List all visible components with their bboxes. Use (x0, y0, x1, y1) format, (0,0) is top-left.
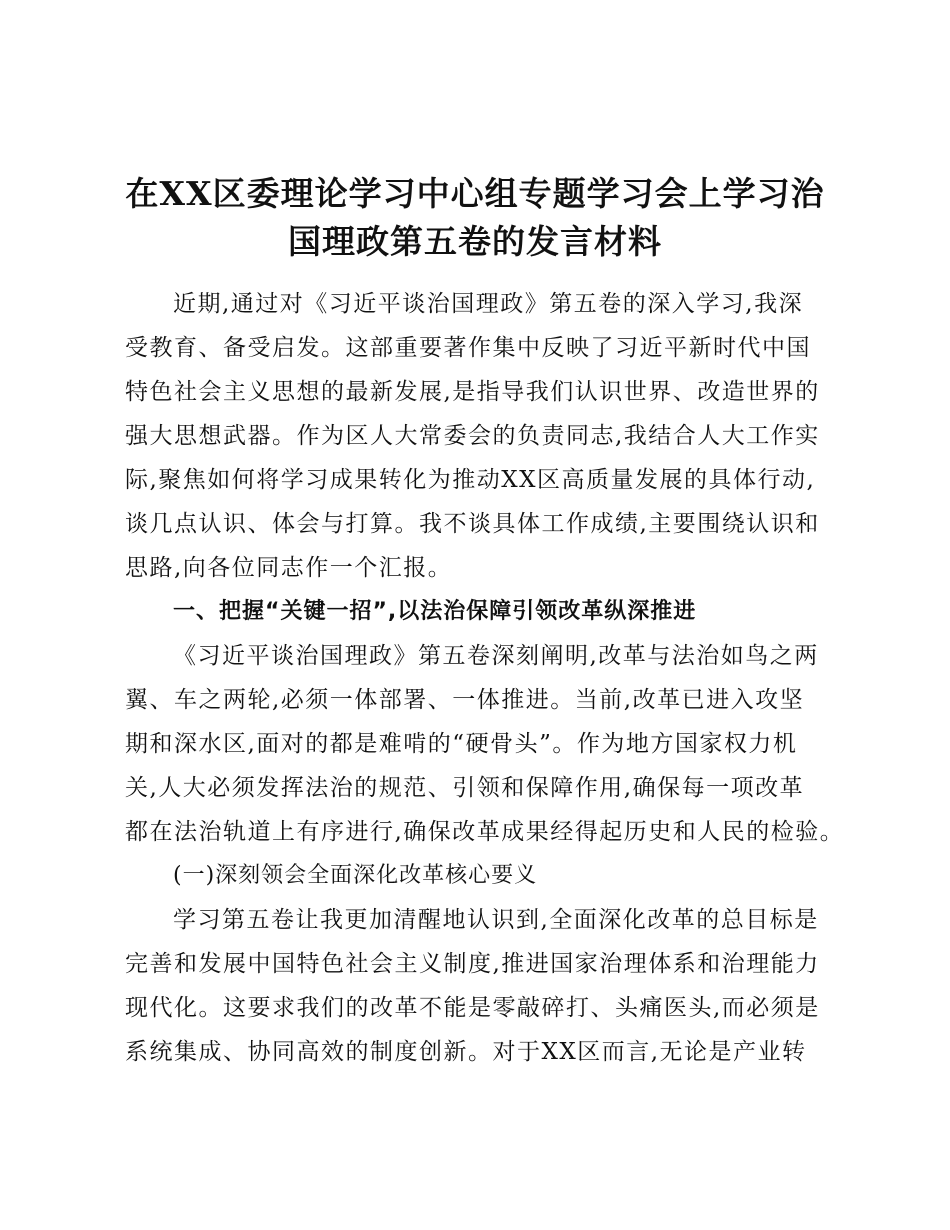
paragraph-reform-goal (125, 898, 845, 1074)
text-line: 际,聚焦如何将学习成果转化为推动XX区高质量发展的具体行动, (125, 467, 816, 493)
text-line: 思路,向各位同志作一个汇报。 (125, 555, 453, 581)
text-line: 特色社会主义思想的最新发展,是指导我们认识世界、改造世界的 (125, 379, 820, 405)
text-line: 都在法治轨道上有序进行,确保改革成果经得起历史和人民的检验。 (125, 819, 845, 845)
document-title (110, 170, 840, 266)
title-line: 国理政第五卷的发言材料 (288, 222, 662, 261)
text-line: 谈几点认识、体会与打算。我不谈具体工作成绩,主要围绕认识和 (125, 511, 820, 537)
paragraph-reform-law (125, 634, 845, 854)
text-line: 《习近平谈治国理政》第五卷深刻阐明,改革与法治如鸟之两 (173, 643, 819, 669)
text-line: 关,人大必须发挥法治的规范、引领和保障作用,确保每一项改革 (125, 775, 805, 801)
text-line: 期和深水区,面对的都是难啃的“硬骨头”。作为地方国家权力机 (125, 731, 798, 757)
document-body (125, 282, 845, 1074)
section-heading-1: 一、把握“关键一招”,以法治保障引领改革纵深推进 (173, 599, 697, 624)
text-line: 翼、车之两轮,必须一体部署、一体推进。当前,改革已进入攻坚 (125, 687, 805, 713)
subsection-heading-1: (一)深刻领会全面深化改革核心要义 (173, 863, 538, 888)
text-line: 系统集成、协同高效的制度创新。对于XX区而言,无论是产业转 (125, 1039, 807, 1065)
text-line: 现代化。这要求我们的改革不能是零敲碎打、头痛医头,而必须是 (125, 995, 820, 1021)
text-line: 近期,通过对《习近平谈治国理政》第五卷的深入学习,我深 (173, 291, 804, 317)
text-line: 学习第五卷让我更加清醒地认识到,全面深化改革的总目标是 (173, 907, 819, 933)
text-line: 强大思想武器。作为区人大常委会的负责同志,我结合人大工作实 (125, 423, 820, 449)
paragraph-intro (125, 282, 845, 590)
title-line: 在XX区委理论学习中心组专题学习会上学习治 (125, 174, 825, 213)
text-line: 完善和发展中国特色社会主义制度,推进国家治理体系和治理能力 (125, 951, 820, 977)
text-line: 受教育、备受启发。这部重要著作集中反映了习近平新时代中国 (125, 335, 811, 361)
